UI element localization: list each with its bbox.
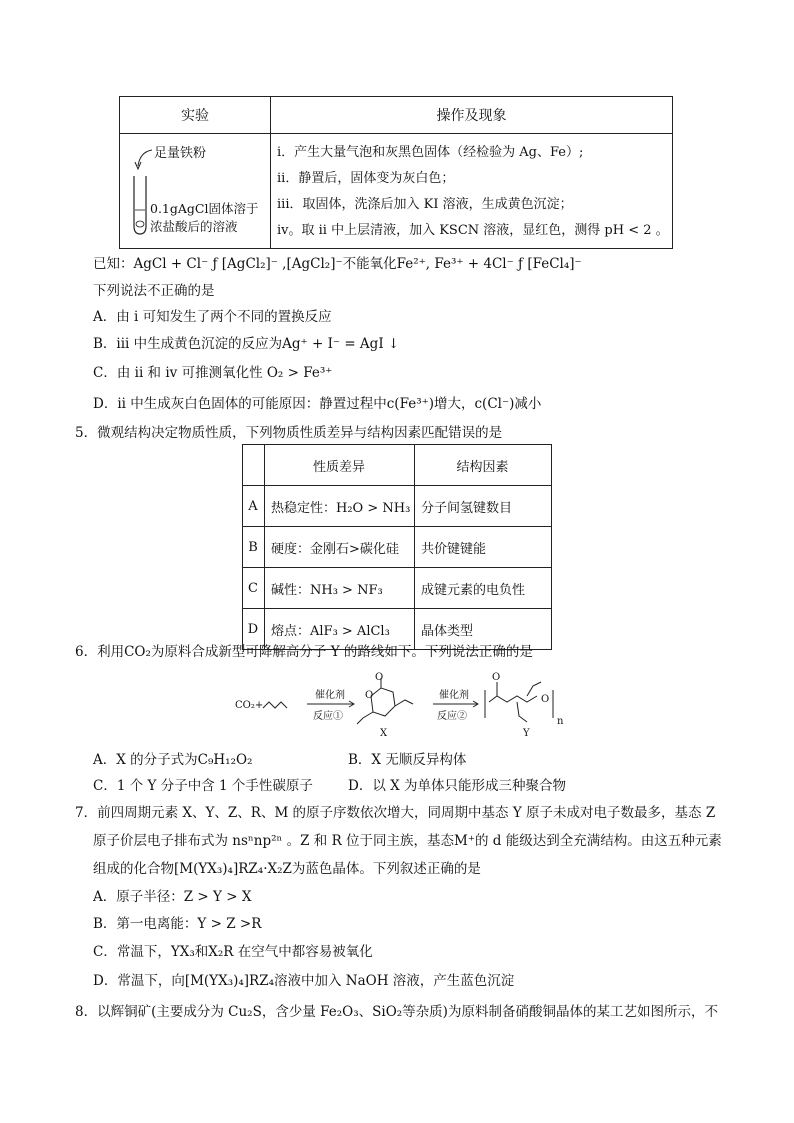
- q4-option-c: C．由 ii 和 iv 可推测氧化性 O₂ > Fe³⁺: [93, 365, 333, 381]
- row-label: B: [243, 527, 265, 568]
- table-row: [243, 486, 552, 527]
- row-label: A: [243, 486, 265, 527]
- row-factor: 晶体类型: [415, 609, 552, 650]
- agcl-label-1: 0.1gAgCl固体溶于: [150, 201, 259, 216]
- q7-stem-2: 原子价层电子排布式为 nsⁿnp²ⁿ 。Z 和 R 位于同主族，基态M⁺的 d 能级达到全充满结构。由这五种元素: [93, 833, 722, 849]
- property-table: [242, 444, 552, 650]
- property-table-header-blank: [243, 445, 265, 486]
- q7-option-b: B．第一电离能：Y > Z >R: [93, 916, 262, 932]
- q4-known: 已知：AgCl + Cl⁻ ƒ [AgCl₂]⁻ ,[AgCl₂]⁻不能氧化Fe²⁺, Fe³⁺ + 4Cl⁻ ƒ [FeCl₄]⁻: [93, 256, 582, 272]
- row-label: D: [243, 609, 265, 650]
- experiment-table: [119, 96, 673, 249]
- row-property: 碱性：NH₃ > NF₃: [265, 568, 415, 609]
- q7-stem-3: 组成的化合物[M(YX₃)₄]RZ₄·X₂Z为蓝色晶体。下列叙述正确的是: [93, 861, 481, 877]
- table-row: [243, 527, 552, 568]
- polymer-n: n: [557, 716, 564, 727]
- y-chain-o: O: [541, 694, 550, 705]
- property-table-header-diff: 性质差异: [265, 445, 415, 486]
- q7-option-c: C．常温下，YX₃和X₂R 在空气中都容易被氧化: [93, 944, 373, 960]
- x-carbonyl-o: O: [375, 672, 384, 683]
- x-ring-o: O: [365, 690, 374, 701]
- q4-option-b: B．iii 中生成黄色沉淀的反应为Ag⁺ + I⁻ = AgI ↓: [93, 336, 400, 352]
- observation-cell: [271, 134, 673, 249]
- q4-option-a: A．由 i 可知发生了两个不同的置换反应: [93, 309, 332, 325]
- x-label: X: [380, 728, 388, 739]
- q6-stem: 6．利用CO₂为原料合成新型可降解高分子 Y 的路线如下。下列说法正确的是: [75, 644, 533, 660]
- reaction-scheme-svg: [235, 672, 565, 742]
- row-factor: 分子间氢键数目: [415, 486, 552, 527]
- row-property: 熔点：AlF₃ > AlCl₃: [265, 609, 415, 650]
- observation-i: i．产生大量气泡和灰黑色固体（经检验为 Ag、Fe）;: [277, 145, 584, 160]
- agcl-label-2: 浓盐酸后的溶液: [150, 219, 238, 234]
- table-header-operation: 操作及现象: [271, 97, 673, 134]
- observation-iii: iii．取固体，洗涤后加入 KI 溶液，生成黄色沉淀；: [277, 197, 573, 212]
- q6-option-d: D．以 X 为单体只能形成三种聚合物: [348, 778, 567, 794]
- reaction-2: 反应②: [437, 711, 467, 722]
- row-property: 硬度：金刚石>碳化硅: [265, 527, 415, 568]
- y-label: Y: [523, 728, 530, 739]
- table-row: [243, 568, 552, 609]
- row-property: 热稳定性：H₂O > NH₃: [265, 486, 415, 527]
- row-factor: 共价键键能: [415, 527, 552, 568]
- q6-option-b: B．X 无顺反异构体: [348, 752, 467, 768]
- q7-option-d: D．常温下，向[M(YX₃)₄]RZ₄溶液中加入 NaOH 溶液，产生蓝色沉淀: [93, 973, 515, 989]
- table-header-experiment: 实验: [120, 97, 271, 134]
- apparatus-cell: [120, 134, 271, 249]
- q8-stem: 8．以辉铜矿(主要成分为 Cu₂S，含少量 Fe₂O₃、SiO₂等杂质)为原料制备硝酸铜晶体的某工艺如图所示，不: [75, 1004, 718, 1020]
- observation-iv: iv。取 ii 中上层清液，加入 KSCN 溶液，显红色，测得 pH < 2 。: [277, 223, 669, 238]
- q4-stem: 下列说法不正确的是: [93, 283, 215, 299]
- row-label: C: [243, 568, 265, 609]
- y-carbonyl-o: O: [492, 672, 501, 683]
- co2-label: CO₂+: [235, 700, 264, 711]
- synthesis-scheme: [235, 672, 565, 742]
- iron-powder-label: 足量铁粉: [154, 146, 207, 161]
- q7-stem-1: 7．前四周期元素 X、Y、Z、R、M 的原子序数依次增大，同周期中基态 Y 原子未成对电子数最多，基态 Z: [75, 805, 716, 821]
- q7-option-a: A．原子半径：Z > Y > X: [93, 889, 252, 905]
- catalyst-2: 催化剂: [439, 690, 469, 701]
- q6-option-c: C．1 个 Y 分子中含 1 个手性碳原子: [93, 778, 313, 794]
- q4-option-d: D．ii 中生成灰白色固体的可能原因：静置过程中c(Fe³⁺)增大，c(Cl⁻)减小: [93, 396, 542, 412]
- q6-option-a: A．X 的分子式为C₉H₁₂O₂: [93, 752, 253, 768]
- row-factor: 成键元素的电负性: [415, 568, 552, 609]
- catalyst-1: 催化剂: [315, 690, 345, 701]
- property-table-header-factor: 结构因素: [415, 445, 552, 486]
- observation-ii: ii．静置后，固体变为灰白色；: [277, 171, 455, 186]
- reaction-1: 反应①: [313, 711, 343, 722]
- q5-stem: 5．微观结构决定物质性质，下列物质性质差异与结构因素匹配错误的是: [75, 425, 503, 441]
